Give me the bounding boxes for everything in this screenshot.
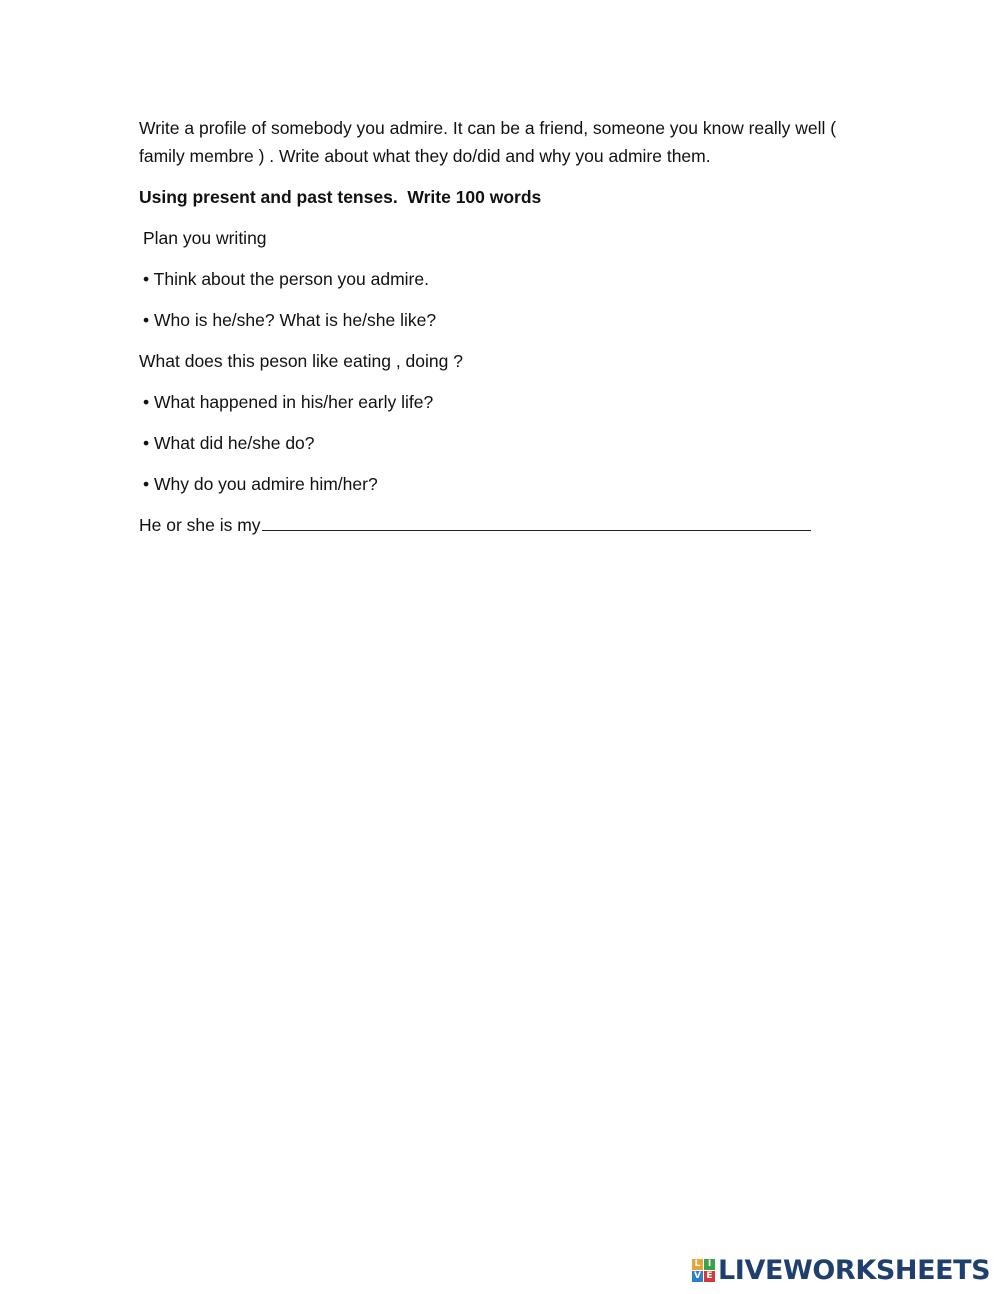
prompt-item: • What did he/she do? xyxy=(143,433,315,453)
prompt-item: • Why do you admire him/her? xyxy=(143,474,378,494)
logo-tile: V xyxy=(692,1271,703,1282)
answer-prefix: He or she is my xyxy=(139,515,261,535)
task-instruction: Using present and past tenses. Write 100 words xyxy=(139,187,542,207)
plan-heading: Plan you writing xyxy=(143,228,267,248)
logo-mark-icon xyxy=(692,1259,715,1282)
logo-tile: I xyxy=(704,1259,715,1270)
task-intro: Write a profile of somebody you admire. It can be a friend, someone you know really well ( family membre ) . Write about what they do/did and why you admire them. xyxy=(139,118,837,166)
prompt-item: • Think about the person you admire. xyxy=(143,269,429,289)
prompt-item: What does this peson like eating , doing ? xyxy=(139,351,463,371)
prompt-item: • Who is he/she? What is he/she like? xyxy=(143,310,437,330)
answer-blank[interactable] xyxy=(262,512,811,531)
prompt-item: • What happened in his/her early life? xyxy=(143,392,434,412)
answer-line xyxy=(139,511,859,539)
logo-tile: E xyxy=(704,1271,715,1282)
logo-text: LIVEWORKSHEETS xyxy=(718,1254,991,1286)
liveworksheets-logo xyxy=(692,1254,990,1286)
worksheet-content xyxy=(139,114,859,539)
logo-tile: L xyxy=(692,1259,703,1270)
